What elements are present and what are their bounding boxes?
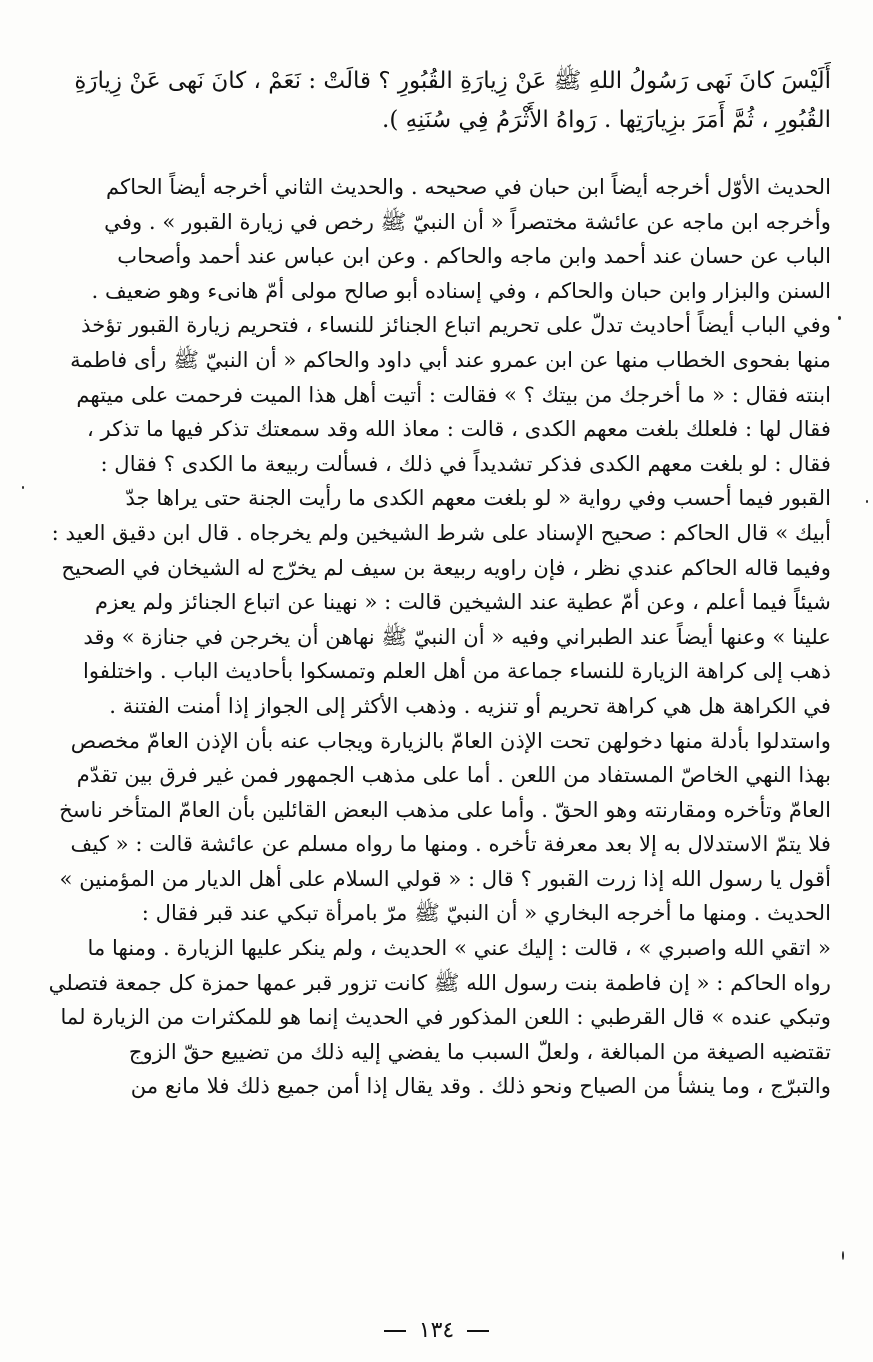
text-line: شيئاً فيما أعلم ، وعن أمّ عطية عند الشيخين قالت : « نهينا عن اتباع الجنائز ولم يعزم bbox=[94, 589, 831, 615]
text-line: أقول يا رسول الله إذا زرت القبور ؟ قال : « قولي السلام على أهل الديار من المؤمنين » bbox=[59, 865, 831, 891]
text-line: وأخرجه ابن ماجه عن عائشة مختصراً « أن النبيّ ﷺ رخص في زيارة القبور » . وفي bbox=[104, 208, 831, 234]
scan-speck bbox=[22, 486, 24, 489]
text-line: منها بفحوى الخطاب منها عن ابن عمرو عند أبي داود والحاكم « أن النبيّ ﷺ رأى فاطمة bbox=[70, 346, 831, 372]
quote-line: أَلَيْسَ كانَ نَهى رَسُولُ اللهِ ﷺ عَنْ زِيارَةِ القُبُورِ ؟ قالَتْ : نَعَمْ ، كانَ نَهى عَنْ زِيارَةِ bbox=[74, 68, 831, 94]
text-line: في الكراهة هل هي كراهة تحريم أو تنزيه . وذهب الأكثر إلى الجواز إذا أمنت الفتنة . bbox=[109, 692, 831, 718]
text-line: فقال : لو بلغت معهم الكدى فذكر تشديداً في ذلك ، فسألت ربيعة ما الكدى ؟ فقال : bbox=[100, 450, 831, 476]
text-line: الحديث . ومنها ما أخرجه البخاري « أن النبيّ ﷺ مرّ بامرأة تبكي عند قبر فقال : bbox=[141, 900, 831, 926]
page-number-value: ١٣٤ bbox=[418, 1318, 455, 1343]
scan-speck bbox=[866, 500, 868, 503]
text-line: « اتقي الله واصبري » ، قالت : إليك عني » الحديث ، ولم ينكر عليها الزيارة . ومنها ما bbox=[87, 935, 831, 961]
scan-speck bbox=[842, 1251, 844, 1260]
text-line: وفي الباب أيضاً أحاديث تدلّ على تحريم اتباع الجنائز للنساء ، فتحريم زيارة القبور تؤخذ bbox=[81, 312, 831, 338]
text-line: تقتضيه الصيغة من المبالغة ، ولعلّ السبب ما يفضي إليه ذلك من تضييع حقّ الزوج bbox=[128, 1038, 831, 1064]
text-line: ابنته فقال : « ما أخرجك من بيتك ؟ » فقالت : أتيت أهل هذا الميت فرحمت على ميتهم bbox=[76, 381, 831, 407]
text-line: واستدلوا بأدلة منها دخولهن تحت الإذن العامّ بالزيارة ويجاب عنه بأن الإذن العامّ مخصص bbox=[70, 727, 831, 753]
text-line: وتبكي عنده » قال القرطبي : اللعن المذكور في الحديث إنما هو للمكثرات من الزيارة لما bbox=[60, 1004, 831, 1030]
page-number bbox=[0, 1318, 873, 1343]
text-line: فلا يتمّ الاستدلال به إلا بعد معرفة تأخره . ومنها ما رواه مسلم عن عائشة قالت : « كيف bbox=[70, 831, 831, 857]
page-number-dash-right bbox=[467, 1330, 489, 1332]
commentary-text bbox=[41, 170, 831, 1104]
hadith-quote bbox=[41, 62, 831, 140]
scan-speck bbox=[838, 316, 841, 320]
text-line: فقال لها : فلعلك بلغت معهم الكدى ، قالت : معاذ الله وقد سمعتك تذكر فيها ما تذكر ، bbox=[86, 416, 831, 442]
text-line: علينا » وعنها أيضاً عند الطبراني وفيه « أن النبيّ ﷺ نهاهن أن يخرجن في جنازة » وقد bbox=[83, 623, 831, 649]
text-line: الباب عن حسان عند أحمد وابن ماجه والحاكم . وعن ابن عباس عند أحمد وأصحاب bbox=[117, 243, 831, 269]
text-line: بهذا النهي الخاصّ المستفاد من اللعن . أما على مذهب الجمهور فمن غير فرق بين تقدّم bbox=[76, 762, 831, 788]
text-line: القبور فيما أحسب وفي رواية « لو بلغت معهم الكدى ما رأيت الجنة حتى يراها جدّ bbox=[125, 485, 831, 511]
text-line: والتبرّج ، وما ينشأ من الصياح ونحو ذلك . وقد يقال إذا أمن جميع ذلك فلا مانع من bbox=[130, 1073, 831, 1099]
text-line: الحديث الأوّل أخرجه أيضاً ابن حبان في صحيحه . والحديث الثاني أخرجه أيضاً الحاكم bbox=[106, 174, 831, 199]
text-line: رواه الحاكم : « إن فاطمة بنت رسول الله ﷺ كانت تزور قبر عمها حمزة كل جمعة فتصلي bbox=[48, 969, 831, 995]
quote-line: القُبُورِ ، ثُمَّ أَمَرَ بزِيارَتِها . رَواهُ الأَثْرَمُ فِي سُنَنِهِ ). bbox=[382, 107, 831, 133]
text-line: أبيك » قال الحاكم : صحيح الإسناد على شرط الشيخين ولم يخرجاه . قال ابن دقيق العيد : bbox=[51, 519, 831, 545]
text-line: السنن والبزار وابن حبان والحاكم ، وفي إسناده أبو صالح مولى أمّ هانىء وهو ضعيف . bbox=[91, 277, 831, 303]
text-line: وفيما قاله الحاكم عندي نظر ، فإن راويه ربيعة بن سيف لم يخرّج له الشيخان في الصحيح bbox=[61, 554, 831, 580]
text-line: ذهب إلى كراهة الزيارة للنساء جماعة من أهل العلم وتمسكوا بأحاديث الباب . واختلفوا bbox=[82, 658, 831, 684]
text-line: العامّ وتأخره ومقارنته وهو الحقّ . وأما على مذهب البعض القائلين بأن العامّ المتأخر ناسخ bbox=[59, 796, 831, 822]
page-number-dash-left bbox=[384, 1330, 406, 1332]
